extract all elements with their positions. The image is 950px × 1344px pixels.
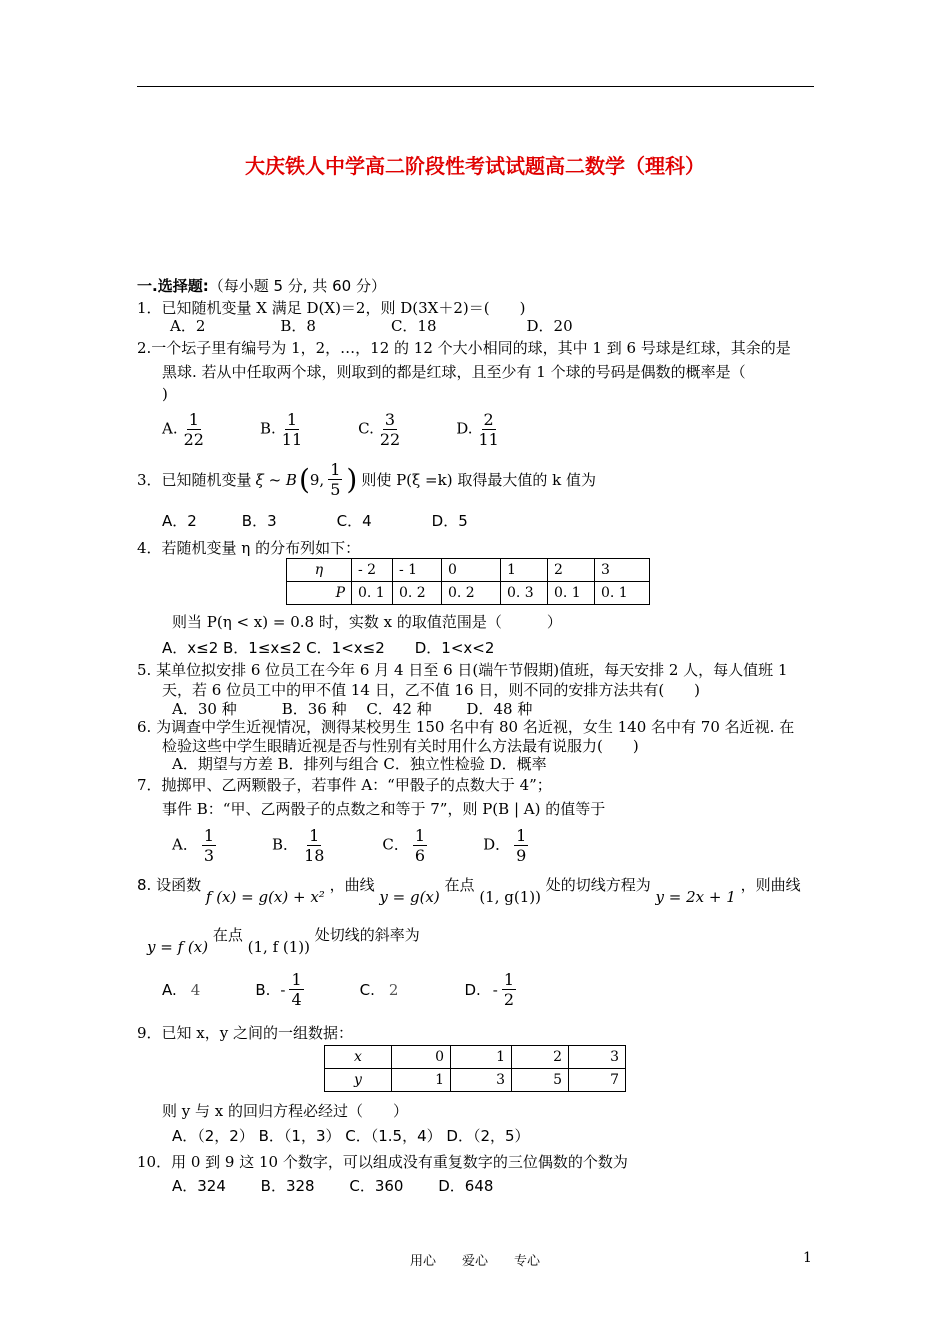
question-6-line2: 检验这些中学生眼睛近视是否与性别有关时用什么方法最有说服力( ) bbox=[162, 737, 639, 755]
question-7-line1: 7．抛掷甲、乙两颗骰子，若事件 A：“甲骰子的点数大于 4”； bbox=[137, 776, 552, 794]
question-8-line1: 8. 设函数 f (x) = g(x) + x² ，曲线 y = g(x) 在点 (1, g(1)) 处的切线方程为 y = 2x + 1 ，则曲线 bbox=[137, 876, 801, 906]
question-9-condition: 则 y 与 x 的回归方程必经过（ ） bbox=[162, 1102, 409, 1120]
page-footer: 用心 爱心 专心 bbox=[409, 1254, 540, 1269]
question-2-line1: 2.一个坛子里有编号为 1，2，…，12 的 12 个大小相同的球，其中 1 到 6 号球是红球，其余的是 bbox=[137, 339, 791, 357]
q2-option-c: C. $\frac{3}{22}$ bbox=[358, 410, 401, 450]
question-8-line2: y = f (x) 在点 (1, f (1)) 处切线的斜率为 bbox=[147, 926, 420, 956]
q2-option-d: D. $\frac{2}{11}$ bbox=[456, 410, 499, 450]
question-5-line2: 天，若 6 位员工中的甲不值 14 日，乙不值 16 日，则不同的安排方法共有( ) bbox=[162, 681, 701, 699]
question-8-options: A. 4 B. - $\frac{1}{4}$ C. 2 D. - $\frac{1}{2}$ bbox=[162, 970, 515, 1010]
table-row: P 0. 1 0. 2 0. 2 0. 3 0. 1 0. 1 bbox=[287, 582, 650, 605]
question-9-options: A．（2，2） B．（1，3） C．（1.5，4） D．（2，5） bbox=[172, 1127, 530, 1145]
q9-data-table bbox=[324, 1045, 626, 1092]
question-9-text: 9．已知 x，y 之间的一组数据： bbox=[137, 1024, 354, 1042]
section-heading bbox=[137, 275, 386, 296]
q7-option-c: C． $\frac{1}{6}$ bbox=[382, 826, 426, 866]
question-1-text: 1．已知随机变量 X 满足 D(X)＝2，则 D(3X＋2)＝( ) bbox=[137, 299, 526, 317]
q7-option-b: B． $\frac{1}{18}$ bbox=[272, 826, 325, 866]
table-row: x 0 1 2 3 bbox=[325, 1046, 626, 1069]
q2-option-b: B. $\frac{1}{11}$ bbox=[259, 410, 303, 450]
question-1-options: A．2 B．8 C．18 D．20 bbox=[170, 317, 573, 335]
q2-option-a: A. $\frac{1}{22}$ bbox=[162, 410, 204, 450]
question-5-options: A．30 种 B．36 种 C．42 种 D．48 种 bbox=[172, 700, 533, 718]
question-2-line3: ) bbox=[162, 385, 168, 403]
question-7-options bbox=[172, 826, 532, 865]
q7-option-a: A． $\frac{1}{3}$ bbox=[172, 826, 215, 866]
question-6-options: A．期望与方差 B．排列与组合 C．独立性检验 D．概率 bbox=[172, 755, 547, 773]
question-4-condition: 则当 P(η < x) = 0.8 时，实数 x 的取值范围是（ ） bbox=[172, 613, 562, 631]
page-number: 1 bbox=[803, 1250, 812, 1266]
question-6-line1: 6. 为调查中学生近视情况，测得某校男生 150 名中有 80 名近视，女生 140 名中有 70 名近视. 在 bbox=[137, 718, 795, 736]
table-row: y 1 3 5 7 bbox=[325, 1069, 626, 1092]
q7-option-d: D． $\frac{1}{9}$ bbox=[483, 826, 527, 866]
page-title: 大庆铁人中学高二阶段性考试试题高二数学（理科） bbox=[245, 154, 705, 178]
question-3-text: 3．已知随机变量 ξ ~ B ( 9, $\frac{1}{5}$ ) 则使 P(ξ =k) 取得最大值的 k 值为 bbox=[137, 460, 596, 500]
question-7-line2: 事件 B：“甲、乙两骰子的点数之和等于 7”，则 P(B | A) 的值等于 bbox=[162, 800, 606, 818]
question-3-options: A．2 B．3 C．4 D．5 bbox=[162, 512, 468, 530]
section-note: （每小题 5 分, 共 60 分） bbox=[208, 277, 386, 295]
question-4-text: 4．若随机变量 η 的分布列如下： bbox=[137, 539, 361, 557]
question-2-options bbox=[162, 410, 505, 449]
question-2-line2: 黑球. 若从中任取两个球，则取到的都是红球，且至少有 1 个球的号码是偶数的概率是（ bbox=[162, 363, 746, 381]
header-rule bbox=[137, 86, 814, 87]
question-10-options: A．324 B．328 C．360 D．648 bbox=[172, 1177, 494, 1195]
section-label: 一.选择题: bbox=[137, 277, 209, 295]
question-4-options: A．x≤2 B．1≤x≤2 C．1<x≤2 D．1<x<2 bbox=[162, 639, 495, 657]
table-row: η - 2 - 1 0 1 2 3 bbox=[287, 559, 650, 582]
question-10-text: 10．用 0 到 9 这 10 个数字，可以组成没有重复数字的三位偶数的个数为 bbox=[137, 1153, 628, 1171]
q4-distribution-table bbox=[286, 558, 650, 605]
question-5-line1: 5. 某单位拟安排 6 位员工在今年 6 月 4 日至 6 日(端午节假期)值班，每天安排 2 人，每人值班 1 bbox=[137, 661, 788, 679]
